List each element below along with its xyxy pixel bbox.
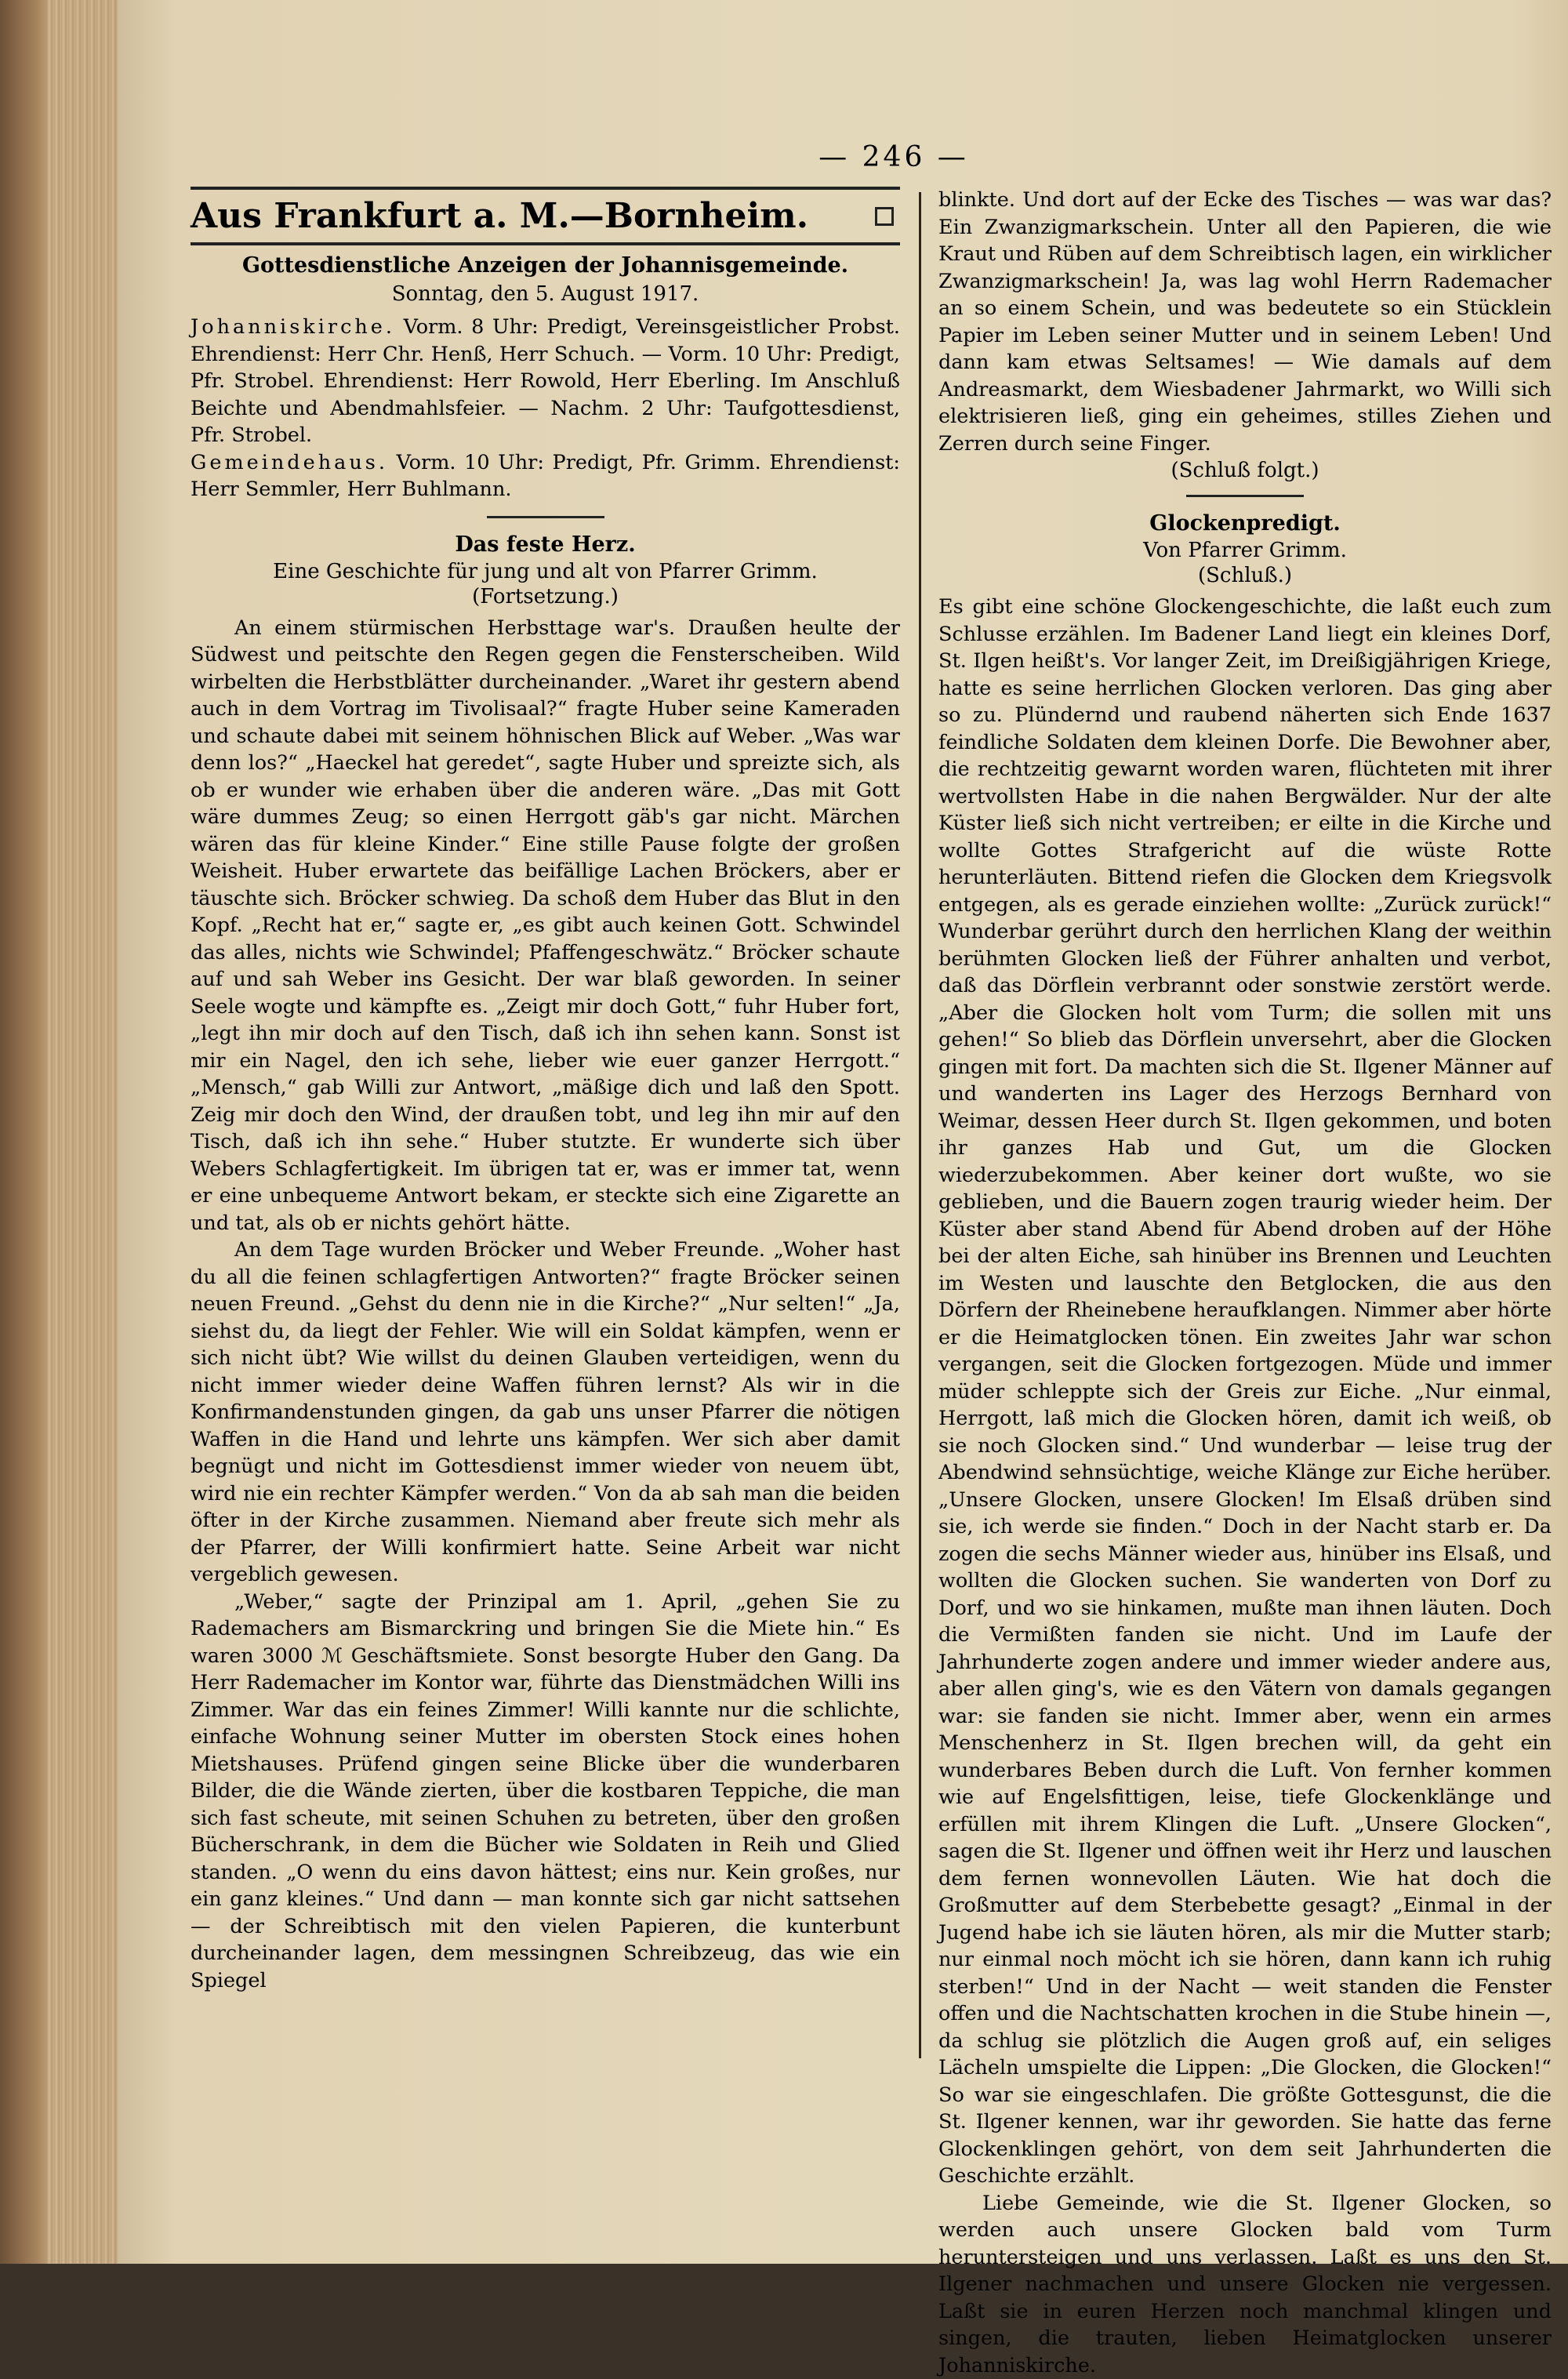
story-continuation: blinkte. Und dort auf der Ecke des Tisches — was war das? Ein Zwanzigmarkschein. Unter all den Papieren, die wie Kraut und Rüben auf dem Schreibtisch lagen, ein wirklicher Zwanzigmarkschein! Ja, was lag wohl Herrn Rademacher an so einem Schein, und was bedeutete so ein Stücklein Papier im Leben seiner Mutter und in seinem Leben! Und dann kam etwas Seltsames! — Wie damals auf dem Andreasmarkt, dem Wiesbadener Jahrmarkt, wo Willi sich elektrisieren ließ, ging ein geheimes, stilles Ziehen und Zerren durch seine Finger. (938, 187, 1552, 457)
notice-date: Sonntag, den 5. August 1917. (191, 282, 900, 306)
sermon-byline: Von Pfarrer Grimm. (938, 539, 1552, 562)
church-label: Johanniskirche. (191, 315, 395, 339)
church-text: Vorm. 8 Uhr: Predigt, Vereinsgeistlicher Probst. Ehrendienst: Herr Chr. Henß, Herr Schuch. — Vorm. 10 Uhr: Predigt, Pfr. Strobel. Ehrendienst: Herr Rowold, Herr Eberling. Im Anschluß Beichte und Abendmahlsfeier. — Nachm. 2 Uhr: Taufgottesdienst, Pfr. Strobel. (191, 315, 900, 447)
church-notice (191, 314, 900, 449)
section-title (191, 187, 900, 245)
divider-rule (487, 516, 604, 518)
sermon-title: Glockenpredigt. (938, 511, 1552, 536)
hall-label: Gemeindehaus. (191, 451, 388, 474)
divider-rule (1186, 495, 1304, 497)
story-paragraph: An dem Tage wurden Bröcker und Weber Freunde. „Woher hast du all die feinen schlagfertigen Antworten?“ fragte Bröcker seinen neuen Freund. „Gehst du denn nie in die Kirche?“ „Nur selten!“ „Ja, siehst du, da liegt der Fehler. Wie will ein Soldat kämpfen, wenn er sich nicht übt? Wie willst du deinen Glauben verteidigen, wenn du nicht immer wieder deine Waffen führen lernst? Als wir in die Konfirmandenstunden gingen, da gab uns unser Pfarrer die nötigen Waffen in die Hand und lehrte uns kämpfen. Wer sich aber damit begnügt und nicht im Gottesdienst immer wieder von neuem übt, wird nie ein rechter Kämpfer werden.“ Von da ab sah man die beiden öfter in der Kirche zusammen. Niemand aber freute sich mehr als der Pfarrer, der Willi konfirmiert hatte. Seine Arbeit war nicht vergeblich gewesen. (191, 1237, 900, 1589)
story-paragraph: An einem stürmischen Herbsttage war's. Draußen heulte der Südwest und peitschte den Regen gegen die Fensterscheiben. Wild wirbelten die Herbstblätter durcheinander. „Waret ihr gestern abend auch in dem Vortrag im Tivolisaal?“ fragte Huber seine Kameraden und schaute dabei mit seinem höhnischen Blick auf Weber. „Was war denn los?“ „Haeckel hat geredet“, sagte Huber und spreizte sich, als ob er wunder wie erhaben über die anderen wäre. „Das mit Gott wäre dummes Zeug; so einen Herrgott gäb's gar nicht. Märchen wären das für kleine Kinder.“ Eine stille Pause folgte der großen Weisheit. Huber erwartete das beifällige Lachen Bröckers, aber er täuschte sich. Bröcker schwieg. Da schoß dem Huber das Blut in den Kopf. „Recht hat er,“ sagte er, „es gibt auch keinen Gott. Schwindel das alles, nichts wie Schwindel; Pfaffengeschwätz.“ Bröcker schaute auf und sah Weber ins Gesicht. Der war blaß geworden. In seiner Seele wogte und kämpfte es. „Zeigt mir doch Gott,“ fuhr Huber fort, „legt ihn mir doch auf den Tisch, daß ich ihn sehen kann. Sonst ist mir ein Nagel, den ich sehe, lieber wie euer ganzer Herrgott.“ „Mensch,“ gab Willi zur Antwort, „mäßige dich und laß den Spott. Zeig mir doch den Wind, der draußen tobt, und leg ihn mir auf den Tisch, daß ich ihn sehe.“ Huber stutzte. Er wunderte sich über Webers Schlagfertigkeit. Im übrigen tat er, was er immer tat, wenn er eine unbequeme Antwort bekam, er steckte sich eine Zigarette an und tat, als ob er nichts gehört hätte. (191, 615, 900, 1237)
section-title-text: Aus Frankfurt a. M.—Bornheim. (191, 196, 808, 236)
sermon-paragraph: Es gibt eine schöne Glockengeschichte, die laßt euch zum Schlusse erzählen. Im Badener Land liegt ein kleines Dorf, St. Ilgen heißt's. Vor langer Zeit, im Dreißigjährigen Kriege, hatte es seine herrlichen Glocken verloren. Das ging aber so zu. Plündernd und raubend näherten sich Ende 1637 feindliche Soldaten dem kleinen Dorfe. Die Bewohner aber, die rechtzeitig gewarnt worden waren, flüchteten mit ihrer wertvollsten Habe in die nahen Bergwälder. Nur der alte Küster ließ sich nicht vertreiben; er eilte in die Kirche und wollte Gottes Strafgericht auf die wüste Rotte herunterläuten. Bittend riefen die Glocken dem Kriegsvolk entgegen, als es gerade einziehen wollte: „Zurück zurück!“ Wunderbar gerührt durch den herrlichen Klang der weithin berühmten Glocken ließ der Führer anhalten und verbot, daß das Dörflein verbrannt oder sonstwie zerstört werde. „Aber die Glocken holt vom Turm; die sollen mit uns gehen!“ So blieb das Dörflein unversehrt, aber die Glocken gingen mit fort. Da machten sich die St. Ilgener Männer auf und wanderten ins Lager des Herzogs Bernhard von Weimar, dessen Heer durch St. Ilgen gekommen, und boten ihr ganzes Hab und Gut, um die Glocken wiederzubekommen. Aber keiner dort wußte, wo sie geblieben, und die Bauern zogen traurig wieder heim. Der Küster aber stand Abend für Abend droben auf der Höhe bei der alten Eiche, sah hinüber ins Brennen und Leuchten im Westen und lauschte den Betglocken, die aus den Dörfern der Rheinebene heraufklangen. Nimmer aber hörte er die Heimatglocken tönen. Ein zweites Jahr war schon vergangen, seit die Glocken fortgezogen. Müde und immer müder schleppte sich der Greis zur Eiche. „Nur einmal, Herrgott, laß mich die Glocken hören, damit ich weiß, ob sie noch Glocken sind.“ Und wunderbar — leise trug der Abendwind sehnsüchtige, weiche Klänge zur Eiche herüber. „Unsere Glocken, unsere Glocken! Im Elsaß drüben sind sie, ich werde sie finden.“ Doch in der Nacht starb er. Da zogen die sechs Männer wieder aus, hinüber ins Elsaß, und wollten die Glocken suchen. Sie wanderten von Dorf zu Dorf, und wo sie hinkamen, mußte man ihnen läuten. Doch die Vermißten fanden sie nicht. Und im Laufe der Jahrhunderte zogen andere und immer wieder andere aus, aber allen ging's, wie es den Vätern von damals gegangen war: sie fanden sie nicht. Immer aber, wenn ein armes Menschenherz in St. Ilgen brechen will, da geht ein wunderbares Beben durch die Luft. Von fernher kommen wie auf Engelsfittigen, leise, tiefe Glockenklänge und erfüllen mit ihrem Klingen die Luft. „Unsere Glocken“, sagen die St. Ilgener und öffnen weit ihr Herz und lauschen dem fernen wonnevollen Läuten. Wie hat doch die Großmutter auf dem Sterbebette gesagt? „Einmal in der Jugend habe ich sie läuten hören, als mir die Mutter starb; nur einmal noch möcht ich sie hören, dann kann ich ruhig sterben!“ Und in der Nacht — weit standen die Fenster offen und die Nachtschatten krochen in die Stube hinein —, da schlug sie plötzlich die Augen groß auf, ein seliges Lächeln umspielte die Lippen: „Die Glocken, die Glocken!“ So war sie eingeschlafen. Die größte Gottesgunst, die die St. Ilgener kennen, war ihr geworden. Sie hatte das ferne Glockenklingen gehört, von dem seit Jahrhunderten die Geschichte erzählt. (938, 594, 1552, 2190)
page-number: — 246 — (737, 141, 1051, 173)
left-column (191, 187, 900, 1994)
hall-text: Vorm. 10 Uhr: Predigt, Pfr. Grimm. Ehrendienst: Herr Semmler, Herr Buhlmann. (191, 451, 900, 502)
column-divider (919, 192, 921, 2058)
notice-heading: Gottesdienstliche Anzeigen der Johannisgemeinde. (191, 253, 900, 278)
story-byline: Eine Geschichte für jung und alt von Pfarrer Grimm. (191, 560, 900, 583)
continued-note: (Schluß folgt.) (938, 459, 1552, 482)
sermon-paragraph: Liebe Gemeinde, wie die St. Ilgener Glocken, so werden auch unsere Glocken bald vom Turm heruntersteigen und uns verlassen. Laßt es uns den St. Ilgener nachmachen und unsere Glocken nie vergessen. Laßt sie in euren Herzen noch manchmal klingen und singen, die trauten, lieben Heimatglocken unserer Johanniskirche. (938, 2190, 1552, 2379)
hall-notice (191, 449, 900, 503)
book-page-edges (47, 0, 118, 2264)
story-note: (Fortsetzung.) (191, 585, 900, 608)
story-paragraph: „Weber,“ sagte der Prinzipal am 1. April, „gehen Sie zu Rademachers am Bismarckring und bringen Sie die Miete hin.“ Es waren 3000 ℳ Geschäftsmiete. Sonst besorgte Huber den Gang. Da Herr Rademacher im Kontor war, führte das Dienstmädchen Willi ins Zimmer. War das ein feines Zimmer! Willi kannte nur die schlichte, einfache Wohnung seiner Mutter im obersten Stock eines hohen Mietshauses. Prüfend gingen seine Blicke über die wunderbaren Bilder, die die Wände zierten, über die kostbaren Teppiche, die man sich fast scheute, mit seinen Schuhen zu betreten, über den großen Bücherschrank, in dem die Bücher wie Soldaten in Reih und Glied standen. „O wenn du eins davon hättest; eins nur. Kein großes, nur ein ganz kleines.“ Und dann — man konnte sich gar nicht sattsehen — der Schreibtisch mit den vielen Papieren, die kunterbunt durcheinander lagen, dem messingnen Schreibzeug, das wie ein Spiegel (191, 1589, 900, 1995)
square-ornament-icon (875, 207, 894, 226)
story-title: Das feste Herz. (191, 532, 900, 557)
right-column (938, 187, 1552, 2379)
sermon-note: (Schluß.) (938, 564, 1552, 587)
book-cover-edge (0, 0, 47, 2264)
